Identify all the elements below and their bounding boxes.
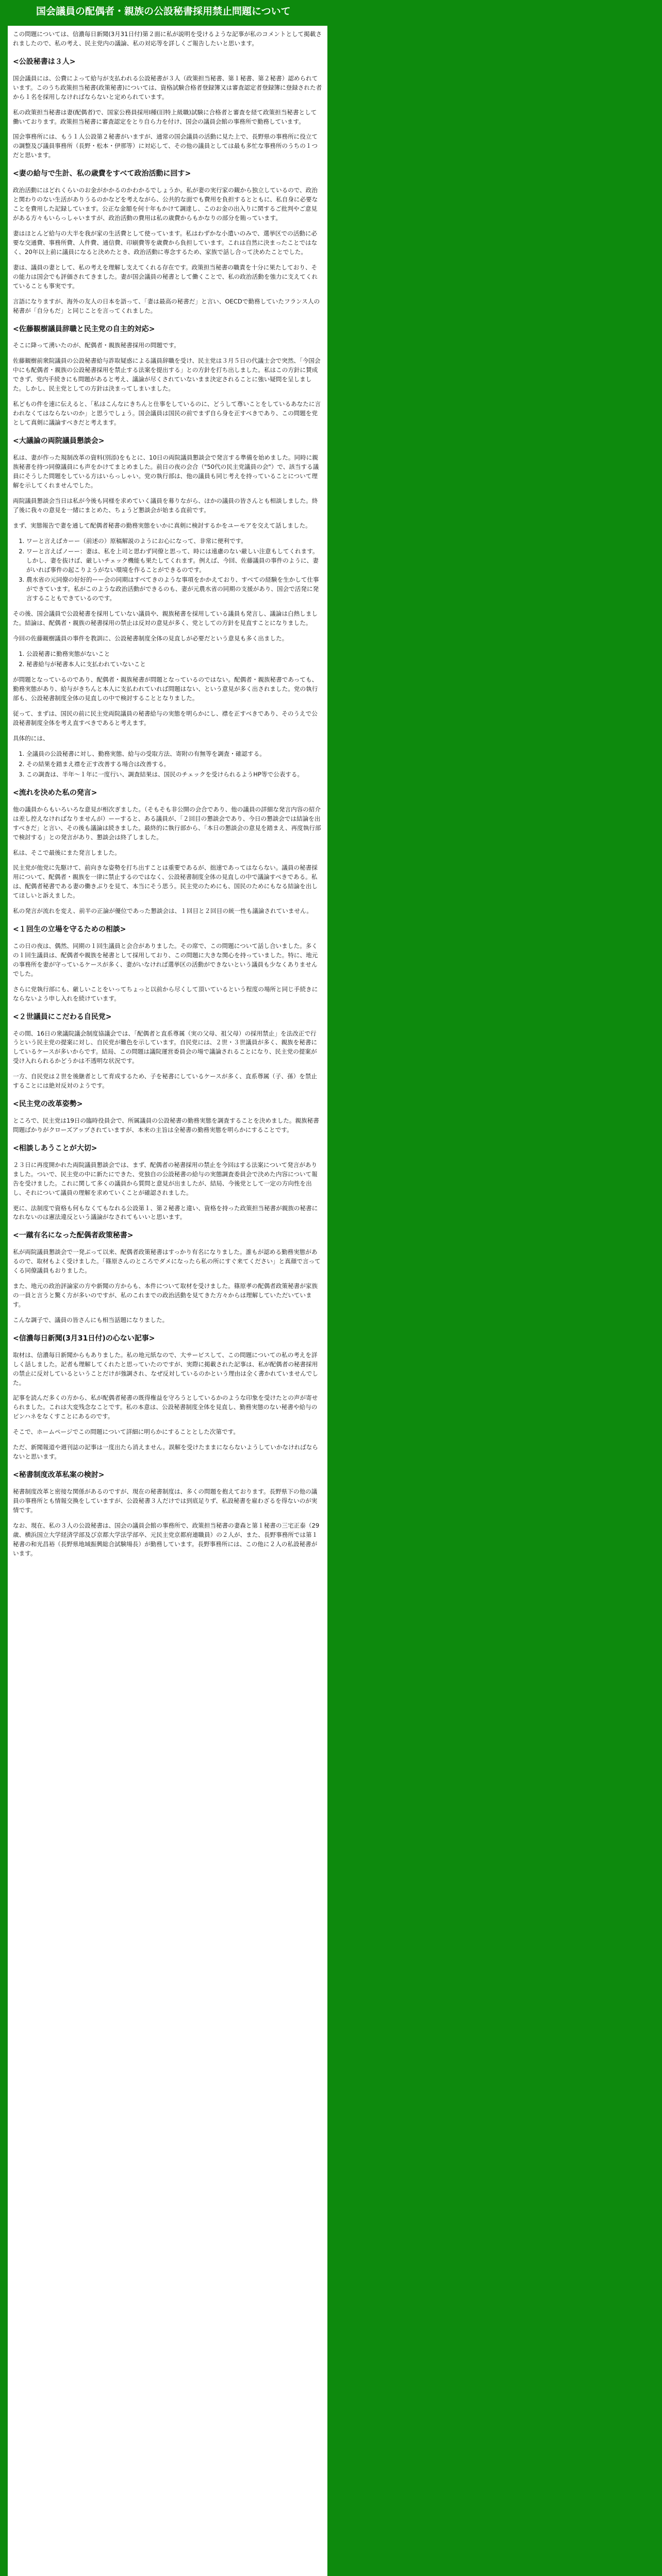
paragraph: この問題については、信濃毎日新聞(3月31日付)第２面に私が説明を受けるような記事が私のコメントとして掲載されましたので、私の考え、民主党内の議論、私の対応等を詳しくご報告したいと思います。	[13, 30, 322, 47]
paragraph: 国会議員には、公費によって給与が支払われる公設秘書が３人（政策担当秘書、第１秘書、第２秘書）認められています。このうち政策担当秘書(政策秘書)については、資格試験合格者登録簿又は審査認定者登録簿に登録された者から１名を採用しなければならないと定められています。	[13, 74, 322, 100]
paragraph: 他の議員からもいろいろな意見が相次ぎました。（そもそも非公開の会合であり、他の議員の詳細な発言内容の紹介は差し控えなければなりませんが）ーーすると、ある議員が、「２回目の懇談会であり、今日の懇談会では結論を出すべきだ」と言い、その後も議論は続きました。最終的に執行部から、「本日の懇談会の意見を踏まえ、再度執行部で検討する」との発言があり、懇談会は終了しました。	[13, 805, 321, 841]
section-heading: <１回生の立場を守るための相談>	[13, 925, 126, 934]
paragraph: 一方、自民党は２世を後継者として育成するため、子を秘書にしているケースが多く、直系尊属（子、孫）を禁止することには絶対反対のようです。	[13, 1073, 318, 1090]
section-heading: <２世議員にこだわる自民党>	[13, 1012, 112, 1021]
paragraph: が問題となっているのであり、配偶者・親族秘書が問題となっているのではない。配偶者・親族秘書であっても、勤務実態があり、給与がきちんと本人に支払われていれば問題はない、という意見が多く出されました。党の執行部も、公設秘書制度全体の見直しの中で検討することとなりました。	[13, 676, 318, 702]
paragraph: 私の発言が流れを変え、前半の正論が優位であった懇談会は、１回目と２回目の統一性も議論されていません。	[13, 907, 312, 915]
paragraph: 記事を読んだ多くの方から、私が配偶者秘書の既得権益を守ろうとしているかのような印象を受けたとの声が寄せられました。これは大変残念なことです。私の本意は、公設秘書制度全体を見直し、勤務実態のない秘書や給与のピンハネをなくすことにあるのです。	[13, 1394, 318, 1420]
paragraph: 国会事務所には、もう１人公設第２秘書がいますが、通常の国会議員の活動に見た上で、長野県の事務所に役立ての調整及び議員事務所（長野・松本・伊那等）に対応して、その他の議員としては最も多忙な事務所のうちの１つだと思います。	[13, 133, 318, 159]
section-heading: <相談しあうことが大切>	[13, 1144, 97, 1153]
list-item: 2. ワーと言えばノーー：妻は、私を上司と思わず同僚と思って、時には遠慮のない厳しい注意もしてくれます。しかし、妻を抜けば、厳しいチェック機能も果たしてくれます。例えば、今回、佐藤議員の事件のように、妻がいれば事件の起こりようがない環境を作ることができるのです。	[26, 547, 322, 575]
paragraph: 佐藤観樹前衆院議員の公設秘書給与詐取疑惑による議員辞職を受け、民主党は３月５日の代議士会で突然、「今国会中にも配偶者・親族の公設秘書採用を禁止する法案を提出する」との方針を打ち出しました。私はこの方針に賛成できず、党内手続きにも問題があると考え、議論が尽くされていないまま決定されることに強い疑問を呈しました。しかし、民主党としての方針は決まってしまいました。	[13, 357, 321, 393]
paragraph: そこで、ホームページでこの問題について詳細に明らかにすることとした次第です。	[13, 1428, 239, 1436]
article-body	[8, 26, 327, 2576]
paragraph: 今回の佐藤観樹議員の事件を教訓に、公設秘書制度全体の見直しが必要だという意見も多く出ました。	[13, 635, 288, 642]
numbered-list	[13, 750, 322, 779]
list-item: 3. 農水省の元同僚の好好的ーー会の同期はすべてきのような事項をかかえており、すべての経験を生かして仕事ができています。私がこのような政治活動ができるのも、妻が元農水省の同期の支援があり、国会で活発に発言することもできているのです。	[26, 575, 322, 603]
page-title: 国会議員の配偶者・親族の公設秘書採用禁止問題について	[36, 6, 291, 17]
paragraph: そこに降って湧いたのが、配偶者・親族秘書採用の問題です。	[13, 342, 180, 349]
list-item: 2. その結果を踏まえ襟を正す改善する場合は改善する。	[26, 760, 322, 769]
paragraph: ２３日に再度開かれた両院議員懇談会では、まず、配偶者の秘書採用の禁止を今回はする法案について発言がありました。ついで、民主党の中に新たにできた、党独自の公設秘書の給与の実態調査委員会で決めた内容について報告を受けました。これに関して多くの議員から質問と意見が出ましたが、結局、今後党として一定の方向性を出し、それについて議員の理解を求めていくことが確認されました。	[13, 1161, 318, 1196]
paragraph: ただ、新聞報道や週刊誌の記事は一度出たら消えません。誤解を受けたままにならないようしていかなければならないと思います。	[13, 1444, 318, 1461]
list-item: 1. ワーと言えばカーー（前述の）原稿解説のようにお心になって、非常に便利です。	[26, 537, 322, 546]
paragraph: なお、現在、私の３人の公設秘書は、国会の議員会館の事務所で、政策担当秘書の妻森と第１秘書の三宅正泰（29歳、横浜国立大学経済学部及び京都大学法学部卒、元民主党京都府連職員）の２人が、また、長野事務所では第１秘書の和光昌裕（長野県地域振興総合試験場長）が勤務しています。長野事務所には、この他に２人の私設秘書がいます。	[13, 1521, 320, 1557]
paragraph: この日の夜は、偶然、同期の１回生議員と会合がありました。その席で、この問題について話し合いました。多くの１回生議員は、配偶者や親族を秘書として採用しており、この問題に大きな関心を持っていました。特に、地元の事務所を妻が守っているケースが多く、妻がいなければ選挙区の活動ができないという議員も少なくありませんでした。	[13, 942, 318, 977]
section-heading: <大議論の両院議員懇談会>	[13, 437, 105, 446]
list-item: 1. 公設秘書に勤務実態がないこと	[26, 650, 322, 659]
paragraph: 秘書制度改革と密接な関係があるのですが、現在の秘書制度は、多くの問題を抱えております。長野県下の他の議員の事務所とも情報交換をしていますが、公設秘書３人だけでは到底足りず、私設秘書を雇わざるを得ないのが実情です。	[13, 1487, 318, 1514]
paragraph: その間、16日の衆議院議会制度協議会では、「配偶者と直系尊属（実の父母、祖父母）の採用禁止」を法改正で行うという民主党の提案に対し、自民党が難色を示しています。自民党には、２世・３世議員が多く、親族を秘書にしているケースが多いからです。結局、この問題は議院運営委員会の場で議論されることになり、民主党の提案が受け入れられるかどうかは不透明な状況です。	[13, 1029, 318, 1065]
section-heading: <公設秘書は３人>	[13, 57, 76, 66]
section-heading: <佐藤観樹議員辞職と民主党の自主的対応>	[13, 325, 155, 333]
paragraph: 言語になりますが、海外の友人の日本を語って、「妻は最高の秘書だ」と言い、OECDで勤務していたフランス人の秘書が「自分もだ」と同じことを言ってくれました。	[13, 297, 320, 314]
paragraph: 政治活動にはどれくらいのお金がかかるのかわかるでしょうか。私が妻の実行家の観から独立しているので、政治と関わりのない生活がありうるのかなどを考えながら、公共的な面でも費用を負担するとともに、私自身に必要なことを費用した記録しています。公正な金額を何十年もかけて調達し、このお金の出入りに関するご批判やご意見がある方々もいらっしゃいますが、政治活動の費用は私の歳費からもかなりの部分を賄っています。	[13, 187, 318, 222]
paragraph: 私が両院議員懇談会で一発ぶって以来、配偶者政策秘書はすっかり有名になりました。誰もが認める勤務実態があるので、取材もよく受けました。「篠原さんのところでダメになったら私の所にすぐ来てください」と真顔で言ってくる同僚議員もおりました。	[13, 1248, 321, 1275]
section-heading: <流れを決めた私の発言>	[13, 788, 97, 797]
list-item: 3. この調査は、半年〜１年に一度行い、調査結果は、国民のチェックを受けられるようHP等で公表する。	[26, 770, 322, 779]
numbered-list	[13, 650, 322, 669]
list-item: 2. 秘書給与が秘書本人に支払われていないこと	[26, 660, 322, 669]
section-heading: <信濃毎日新聞(3月31日付)の心ない記事>	[13, 1334, 155, 1343]
paragraph: 従って、まずは、国民の前に民主党両院議員の秘書給与の実態を明らかにし、襟を正すべきであり、そのうえで公設秘書制度全体を考え直すべきであると考えます。	[13, 710, 318, 727]
paragraph: また、地元の政治評論家の方や新聞の方からも、本件について取材を受けました。篠原孝の配偶者政策秘書が家族の一員と言うと驚く方が多いのですが、私のこれまでの政治活動を見てきた方々からは理解していただいています。	[13, 1282, 318, 1308]
section-heading: <民主党の改革姿勢>	[13, 1100, 83, 1109]
paragraph: その後、国会議員で公設秘書を採用していない議員や、親族秘書を採用している議員も発言し、議論は白熱しました。結論は、配偶者・親族の秘書採用の禁止は反対の意見が多く、党としての方針を見直すことになりました。	[13, 610, 318, 627]
paragraph: 私は、そこで最後にまた発言しました。	[13, 849, 121, 856]
paragraph: 具体的には、	[13, 735, 49, 742]
section-heading: <秘書制度改革私案の検討>	[13, 1471, 105, 1480]
list-item: 1. 全議員の公設秘書に対し、勤務実態、給与の受取方法、寄附の有無等を調査・確認する。	[26, 750, 322, 759]
paragraph: 両院議員懇談会当日は私が今後も同様を求めていく議員を募りながら、ほかの議員の皆さんとも相談しました。終了後に我々の意見を一緒にまとめた、ちょうど懇談会が始まる直前です。	[13, 497, 318, 514]
paragraph: 民主党が他党に先駆けて、前向きな姿勢を打ち出すことは重要であるが、拙速であってはならない。議員の秘書採用について、配偶者・親族を一律に禁止するのではなく、公設秘書制度全体の見直しの中で議論すべきである。私は、配偶者秘書である妻の働きぶりを見て、本当にそう思う。民主党のためにも、国民のためにもなる結論を出してほしいと訴えました。	[13, 864, 318, 900]
paragraph: 私の政策担当秘書は妻(配偶者)で、国家公務員採用I種(旧特上級職)試験に合格者と審査を経て政策担当秘書として働いております。政策担当秘書に審査認定をとり自ら力を付け、国会の議員会館の事務所で勤務しています。	[13, 108, 317, 125]
paragraph: ところで、民主党は19日の臨時役員会で、所属議員の公設秘書の勤務実態を調査することを決めました。親族秘書問題ばかりがクローズアップされていますが、本来の主旨は全秘書の勤務実態を明らかにすることです。	[13, 1117, 319, 1133]
numbered-list	[13, 537, 322, 604]
section-heading: <妻の給与で生計、私の歳費をすべて政治活動に回す>	[13, 170, 191, 178]
paragraph: 取材は、信濃毎日新聞からもありました。私の地元紙なので、大サービスして、この問題についての私の考えを詳しく話しました。記者も理解してくれたと思っていたのですが、実際に掲載された記事は、私が配偶者の秘書採用の禁止に反対しているということだけが強調され、なぜ反対しているのかという理由は全く書かれていませんでした。	[13, 1351, 318, 1386]
paragraph: 私どもの件を速に伝えると、「私はこんなにきちんと仕事をしているのに、どうして尊いことをしているあなたに言われなくてはならないのか」と思うでしょう。国会議員は国民の前でまず自ら身を正すべきであり、この問題を党として真剣に議論すべきだと考えます。	[13, 400, 321, 427]
paragraph: 妻は、議員の妻として、私の考えを理解し支えてくれる存在です。政策担当秘書の職責を十分に果たしており、その能力は国会でも評価されてきました。妻が国会議員の秘書として働くことで、私の政治活動を強力に支えてくれていることも事実です。	[13, 263, 318, 290]
section-heading: <一蹴有名になった配偶者政策秘書>	[13, 1231, 134, 1240]
paragraph: 更に、法制度で資格も何もなくてもなれる公設第１、第２秘書と違い、資格を持った政策担当秘書が親族の秘書になれないのは憲法違反という議論がなされてもいいと思います。	[13, 1204, 318, 1221]
paragraph: 私は、妻が作った規制改革の資料(別添)をもとに、10日の両院議員懇談会で発言する準備を始めました。同時に親族秘書を持つ同僚議員にも声をかけてまとめました。前日の夜の会合（"50代の民主党議員の会"）で、該当する議員にそうした問題をしている方はいらっしゃい。党の執行部は、他の議員も同じ考えを持っていることについて理解を示してくれませんでした。	[13, 453, 319, 489]
paragraph: さらに党執行部にも、厳しいことをいってちょっと以前から尽くして頂いているという程度の場所と同じ手続きにならないよう申し入れを続けています。	[13, 985, 318, 1002]
paragraph: こんな調子で、議員の皆さんにも相当話題になりました。	[13, 1316, 169, 1324]
paragraph: 妻はほとんど給与の大半を我が家の生活費として使っています。私はわずかな小遣いのみで、選挙区での活動に必要な交通費、事務所費、人件費、通信費、印刷費等を歳費から負担しています。これは自然に決まったことではなく、20年以上前に議員になると決めたとき、政治活動に専念するため、家族で話し合って決めたことでした。	[13, 229, 318, 256]
paragraph: まず、実態報告で妻を通して配偶者秘書の勤務実態をいかに真剣に検討するかをユーモアを交えて話しました。	[13, 521, 311, 529]
